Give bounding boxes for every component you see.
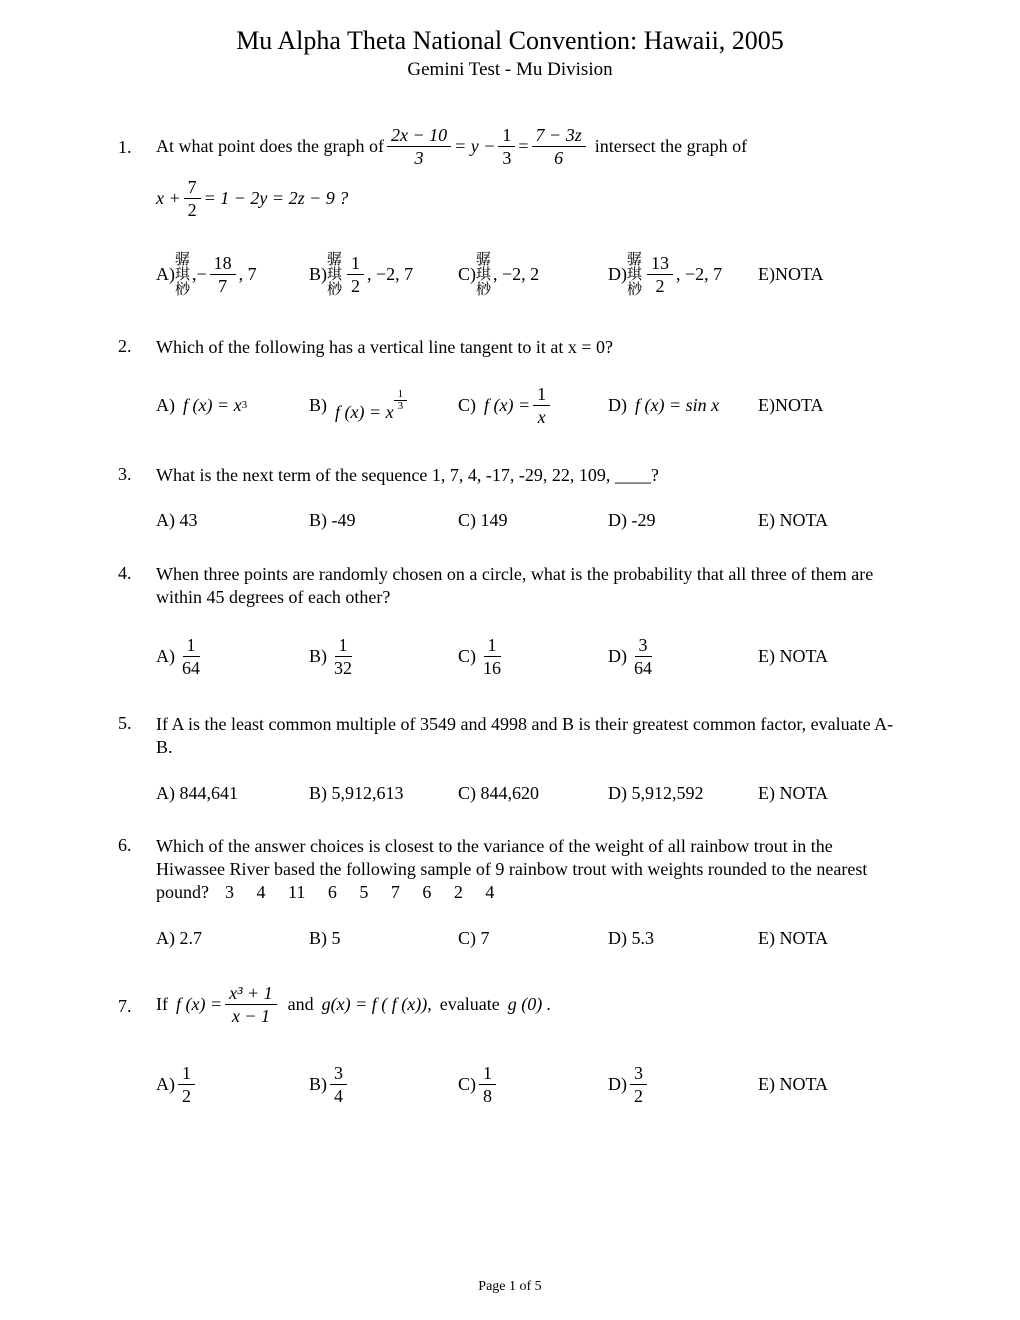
choice-label: D) [608,1073,627,1094]
bracket-glyphs: 骣 琪 桫 [327,249,343,298]
question-text: Which of the following has a vertical line tangent to it at x = 0? [156,337,614,357]
function-expression: f (x) = [484,394,531,415]
choice-text: , 7 [238,263,257,284]
fraction: $\frac{1}{x}$ [533,383,550,428]
choice-label: E) NOTA [758,1073,829,1094]
fraction: $\frac{13}{2}$ [647,252,673,297]
choice-label: A) [156,263,175,284]
page-subtitle: Gemini Test - Mu Division [407,59,613,80]
choice-label: A) [156,394,175,415]
choice-c[interactable]: C) 7 [458,927,490,948]
fraction: $\frac{3}{4}$ [330,1062,347,1107]
fraction: $\frac{1}{8}$ [479,1062,496,1107]
choice-label: C) [458,394,476,415]
choice-e[interactable] [758,242,824,306]
question-number: 5. [118,713,132,733]
choice-b[interactable]: B) -49 [309,509,356,530]
question-number: 3. [118,464,132,484]
question-text-part: At what point does the graph of [156,136,384,156]
function-expression: f (x) = x [335,401,394,422]
fraction: $\frac{1}{2}$ [347,252,364,297]
choice-b[interactable] [309,1059,350,1109]
choice-d[interactable]: D) 5,912,592 [608,782,704,803]
question-text-part: and [287,994,314,1014]
choice-label: D) [608,263,627,284]
choice-text: , −2, 7 [367,263,414,284]
choice-c[interactable] [458,1059,499,1109]
question-number: 4. [118,563,132,583]
function-expression: f (x) = sin x [635,394,720,415]
choice-e[interactable]: E) NOTA [758,782,829,803]
choice-c[interactable]: C) 149 [458,509,508,530]
fraction: $\frac{18}{7}$ [210,252,236,297]
choice-label: B) [309,1073,327,1094]
bracket-glyphs: 骣 琪 桫 [627,249,643,298]
question-text-part: evaluate [439,994,500,1014]
exponent: 3 [241,399,248,411]
exponent-fraction: $\frac{1}{3}$ [394,389,408,412]
fraction: $\frac{2x - 10}{3}$ [387,124,451,169]
choice-text: ,− [192,263,207,284]
choice-a[interactable]: A) 2.7 [156,927,202,948]
choice-label: A) [156,645,175,666]
answer-choices [156,372,901,438]
answer-choices [156,631,901,681]
fraction: $\frac{1}{2}$ [178,1062,195,1107]
choice-a[interactable] [156,631,207,681]
function-expression: g (0) . [507,994,552,1014]
choice-label: A) [156,1073,175,1094]
question-number: 6. [118,835,132,855]
choice-d[interactable] [608,372,719,438]
answer-choices [156,781,901,805]
choice-label: B) [309,394,327,415]
question-text [156,124,901,169]
choice-label: C) [458,1073,476,1094]
choice-b[interactable] [309,631,359,681]
choice-label: E)NOTA [758,394,824,415]
question-number: 1. [118,137,132,157]
choice-d[interactable] [608,631,659,681]
fraction: $\frac{1}{16}$ [483,634,501,678]
fraction: $\frac{\text{x³ + 1}}{x - 1}$ [225,982,277,1027]
question-number: 2. [118,336,132,356]
choice-e[interactable] [758,372,824,438]
answer-choices [156,926,901,950]
question-text: What is the next term of the sequence 1, 7, 4, -17, -29, 22, 109, ____? [156,465,659,485]
choice-label: C) [458,263,476,284]
choice-a[interactable] [156,372,247,438]
choice-b[interactable] [309,372,410,438]
fraction: $\frac{3}{2}$ [630,1062,647,1107]
question-text-part: Which of the answer choices is closest to the variance of the weight of all rainbow trout in the Hiwassee River based the following sample of 9 rainbow trout with weights rounded to the nearest pound? [156,836,868,902]
question-text: When three points are randomly chosen on a circle, what is the probability that all three of them are within 45 degrees of each other? [156,564,874,607]
page-title: Mu Alpha Theta National Convention: Hawaii, 2005 [236,26,784,55]
equation-part: = [518,136,529,156]
question-number: 7. [118,996,132,1016]
choice-c[interactable] [458,242,539,306]
fraction: $\frac{7 - 3z}{6}$ [532,124,586,169]
choice-b[interactable] [309,242,413,306]
function-expression: g(x) = f ( f (x)), [321,994,432,1014]
choice-label: D) [608,645,627,666]
choice-e[interactable]: E) NOTA [758,927,829,948]
choice-a[interactable]: A) 844,641 [156,782,238,803]
choice-c[interactable]: C) 844,620 [458,782,539,803]
equation-part: = 1 − 2y = 2z − 9 ? [203,188,349,208]
fraction: $\frac{1}{32}$ [334,634,352,678]
answer-choices [156,508,901,532]
fraction: $\frac{1}{3}$ [498,124,515,169]
answer-choices [156,1059,901,1109]
choice-a[interactable] [156,242,257,306]
choice-a[interactable]: A) 43 [156,509,198,530]
question-text: If A is the least common multiple of 3549 and 4998 and B is their greatest common factor, evaluate A-B. [156,714,894,757]
equation-part: = y − [454,136,496,156]
bracket-glyphs: 骣 琪 桫 [175,249,191,298]
question-text-part: intersect the graph of [594,136,748,156]
fraction: $\frac{3}{64}$ [634,634,652,678]
choice-d[interactable]: D) 5.3 [608,927,654,948]
choice-label: E)NOTA [758,263,824,284]
sample-data: 3 4 11 6 5 7 6 2 4 [225,882,495,902]
choice-e[interactable] [758,631,828,681]
choice-label: B) [309,263,327,284]
choice-label: D) [608,394,627,415]
question-text [156,835,901,904]
question-text [156,982,901,1027]
choice-d[interactable] [608,242,722,306]
function-expression: f (x) = [176,994,223,1014]
choice-d[interactable]: D) -29 [608,509,656,530]
choice-text: , −2, 7 [676,263,723,284]
choice-label: B) [309,645,327,666]
choice-b[interactable]: B) 5 [309,927,341,948]
fraction: $\frac{1}{64}$ [182,634,200,678]
choice-d[interactable] [608,1059,650,1109]
choice-e[interactable] [758,1059,828,1109]
answer-choices [156,242,901,306]
question-text-part: If [156,994,168,1014]
choice-c[interactable] [458,631,508,681]
choice-text: , −2, 2 [493,263,540,284]
bracket-glyphs: 骣 琪 桫 [476,249,492,298]
equation-part: x + [156,188,181,208]
choice-e[interactable]: E) NOTA [758,509,829,530]
fraction: $\frac{7}{2}$ [184,176,201,221]
page-number: Page 1 of 5 [478,1279,542,1294]
choice-label: C) [458,645,476,666]
function-expression: f (x) = x [183,394,242,415]
choice-c[interactable] [458,372,553,438]
question-text-line2 [156,176,901,221]
choice-a[interactable] [156,1059,198,1109]
choice-b[interactable]: B) 5,912,613 [309,782,404,803]
choice-label: E) NOTA [758,645,829,666]
